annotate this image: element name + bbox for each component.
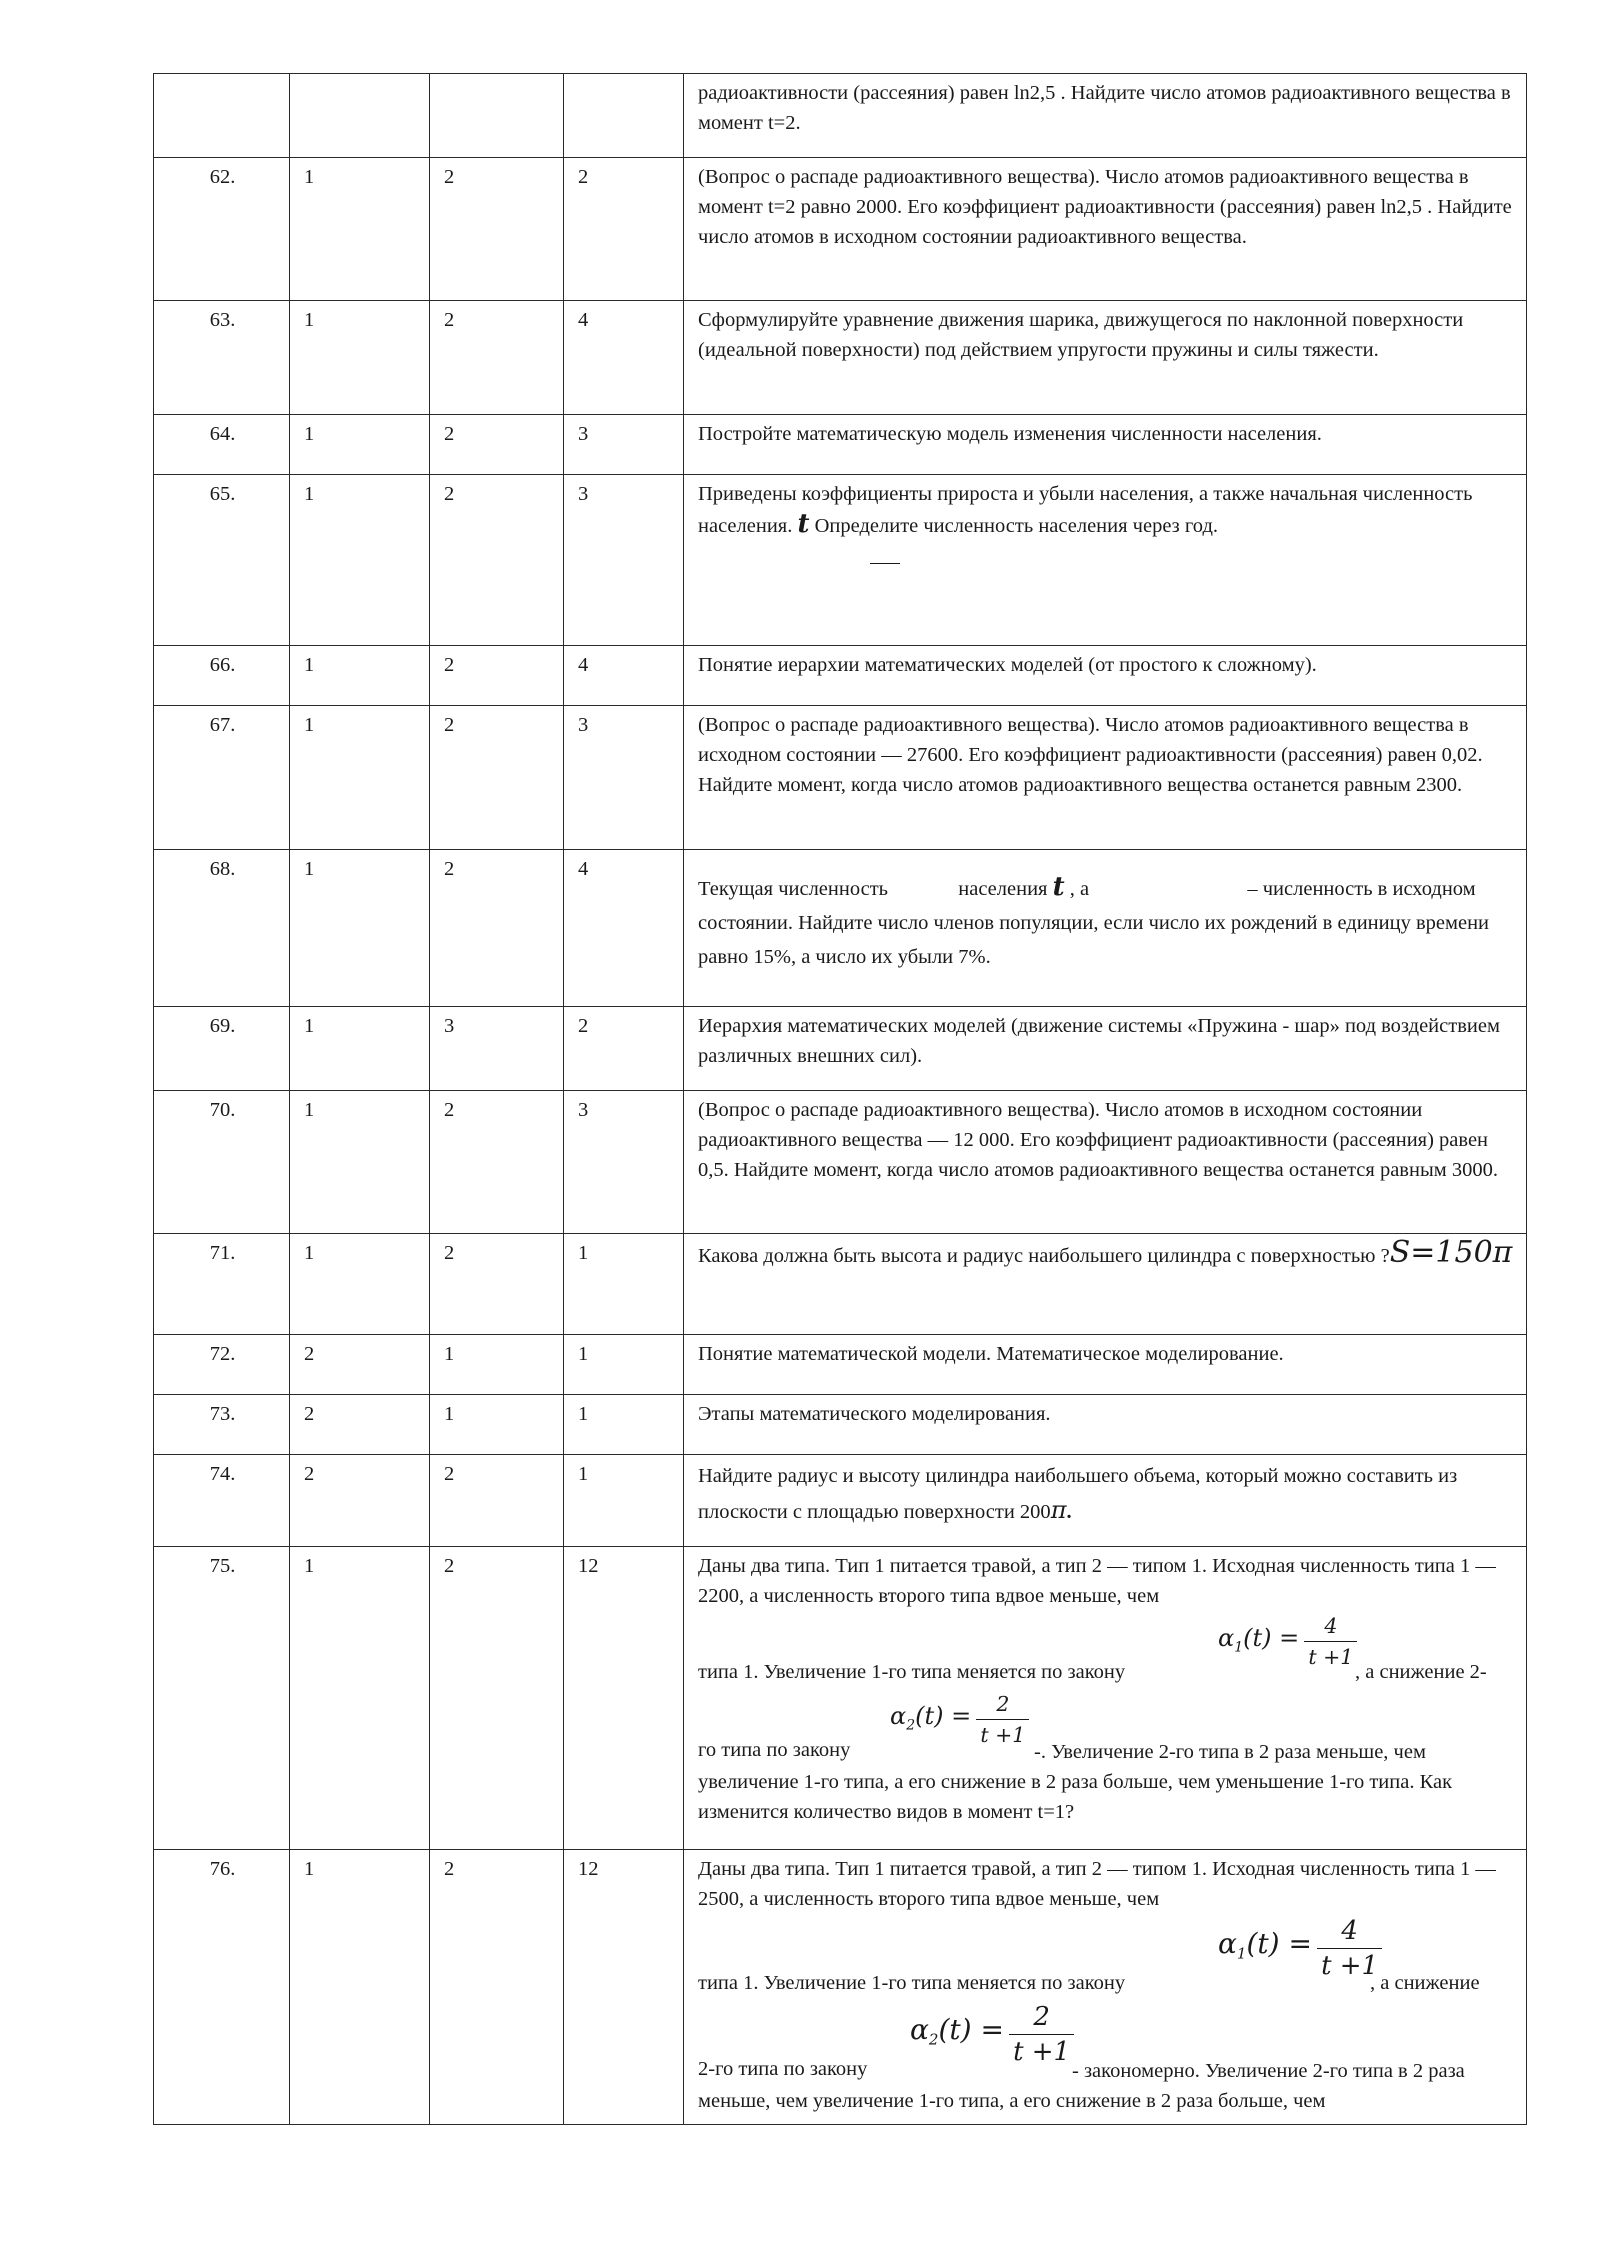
question-text [684, 1234, 1527, 1335]
fraction [1304, 1611, 1357, 1672]
question-number: 66. [154, 646, 290, 706]
alpha1-formula [1218, 1914, 1382, 1983]
cell-col3: 4 [564, 646, 684, 706]
question-text-part: Даны два типа. Тип 1 питается травой, а тип 2 — типом 1. Исходная численность типа 1 — 2500, а численность второго типа вдвое меньше, чем [698, 1858, 1496, 1910]
math-pi: π [1050, 1496, 1067, 1524]
alpha-symbol: α [910, 2013, 929, 2047]
question-text-part: - закономерно. Увеличение 2-го типа в 2 раза меньше, чем увеличение 1-го типа, а его снижение в 2 раза больше, чем [698, 2060, 1465, 2112]
table-row [154, 475, 1527, 646]
numerator: 4 [1304, 1611, 1357, 1642]
math-variable-t: t [797, 509, 810, 539]
numerator: 2 [976, 1689, 1029, 1720]
question-number: 75. [154, 1547, 290, 1850]
question-text-part: Приведены коэффициенты прироста и убыли населения, а также начальная численность населения. [698, 483, 1473, 537]
cell-col1: 1 [290, 301, 430, 415]
numerator: 4 [1317, 1914, 1382, 1949]
table-row [154, 415, 1527, 475]
alpha2-formula [910, 2000, 1074, 2069]
question-text-part: типа 1. Увеличение 1-го типа меняется по закону [698, 1661, 1126, 1683]
question-number: 64. [154, 415, 290, 475]
question-number: 65. [154, 475, 290, 646]
cell-col3: 3 [564, 415, 684, 475]
question-number: 68. [154, 850, 290, 1007]
cell-col3: 1 [564, 1395, 684, 1455]
cell-col1: 1 [290, 1007, 430, 1091]
cell-col1: 1 [290, 646, 430, 706]
question-text: Сформулируйте уравнение движения шарика, движущегося по наклонной поверхности (идеальной поверхности) под действием упругости пружины и силы тяжести. [684, 301, 1527, 415]
question-number: 76. [154, 1850, 290, 2125]
question-number: 63. [154, 301, 290, 415]
table-row [154, 74, 1527, 158]
fraction-bar [870, 563, 900, 578]
cell-col2: 2 [430, 475, 564, 646]
cell-col3: 12 [564, 1850, 684, 2125]
question-text: Постройте математическую модель изменения численности населения. [684, 415, 1527, 475]
question-number: 72. [154, 1335, 290, 1395]
question-text-part: , а [1069, 878, 1090, 900]
subscript: 2 [906, 1717, 916, 1734]
table-row [154, 1455, 1527, 1547]
cell-col1: 1 [290, 415, 430, 475]
formula-line [698, 1914, 1514, 2000]
alpha-symbol: α [1218, 1927, 1237, 1961]
cell-col2: 2 [430, 1234, 564, 1335]
question-text-part: Найдите радиус и высоту цилиндра наибольшего объема, который можно составить из плоскости с площадью поверхности 200 [698, 1465, 1458, 1523]
table-row [154, 1850, 1527, 2125]
fraction [1009, 2000, 1074, 2069]
question-text: (Вопрос о распаде радиоактивного вещества). Число атомов радиоактивного вещества в момент t=2 равно 2000. Его коэффициент радиоактивности (рассеяния) равен ln2,5 . Найдите число атомов в исходном состоянии радиоактивного вещества. [684, 158, 1527, 301]
question-text: Понятие математической модели. Математическое моделирование. [684, 1335, 1527, 1395]
cell-col2: 2 [430, 301, 564, 415]
table-row [154, 1395, 1527, 1455]
cell-col1 [290, 74, 430, 158]
cell-col3: 2 [564, 1007, 684, 1091]
table-row [154, 646, 1527, 706]
cell-col2: 2 [430, 415, 564, 475]
cell-col2: 2 [430, 646, 564, 706]
subscript: 1 [1234, 1639, 1244, 1656]
question-number: 62. [154, 158, 290, 301]
formula-arg: (t) = [938, 2013, 1004, 2047]
denominator: t +1 [1321, 1951, 1379, 1981]
cell-col1: 1 [290, 1547, 430, 1850]
math-formula: S=150π [1389, 1235, 1513, 1270]
cell-col1: 1 [290, 1850, 430, 2125]
table-row [154, 301, 1527, 415]
cell-col1: 1 [290, 1234, 430, 1335]
cell-col3: 2 [564, 158, 684, 301]
question-number: 69. [154, 1007, 290, 1091]
cell-col2: 1 [430, 1395, 564, 1455]
question-text [684, 850, 1527, 1007]
question-text-part: типа 1. Увеличение 1-го типа меняется по закону [698, 1972, 1126, 1994]
alpha-symbol: α [890, 1702, 907, 1731]
question-text: Понятие иерархии математических моделей (от простого к сложному). [684, 646, 1527, 706]
cell-col3: 12 [564, 1547, 684, 1850]
cell-col1: 2 [290, 1335, 430, 1395]
cell-col3: 3 [564, 1091, 684, 1234]
question-text-part: Определите численность населения через год. [814, 515, 1219, 537]
formula-arg: (t) = [1246, 1927, 1312, 1961]
cell-col2: 2 [430, 158, 564, 301]
question-text [684, 1455, 1527, 1547]
question-text-part: , а снижение [1370, 1972, 1480, 1994]
alpha-symbol: α [1218, 1624, 1235, 1653]
subscript: 2 [928, 2030, 939, 2049]
cell-col1: 2 [290, 1395, 430, 1455]
cell-col3: 4 [564, 301, 684, 415]
question-text [684, 475, 1527, 646]
cell-col1: 1 [290, 850, 430, 1007]
cell-col1: 1 [290, 158, 430, 301]
cell-col3: 3 [564, 706, 684, 850]
cell-col1: 2 [290, 1455, 430, 1547]
cell-col3: 1 [564, 1455, 684, 1547]
denominator: t +1 [1308, 1645, 1354, 1669]
question-text: Этапы математического моделирования. [684, 1395, 1527, 1455]
question-text-part: 2-го типа по закону [698, 2058, 868, 2080]
question-text: радиоактивности (рассеяния) равен ln2,5 . Найдите число атомов радиоактивного вещества в момент t=2. [684, 74, 1527, 158]
formula-line [698, 1611, 1514, 1689]
cell-col2: 2 [430, 1455, 564, 1547]
question-text-part: Какова должна быть высота и радиус наибольшего цилиндра с поверхностью ? [698, 1245, 1390, 1267]
cell-col3: 3 [564, 475, 684, 646]
question-text: (Вопрос о распаде радиоактивного вещества). Число атомов радиоактивного вещества в исходном состоянии — 27600. Его коэффициент радиоактивности (рассеяния) равен 0,02. Найдите момент, когда число атомов радиоактивного вещества останется равным 2300. [684, 706, 1527, 850]
question-text-part: Даны два типа. Тип 1 питается травой, а тип 2 — типом 1. Исходная численность типа 1 — 2200, а численность второго типа вдвое меньше, чем [698, 1555, 1496, 1607]
formula-arg: (t) = [1243, 1624, 1300, 1653]
denominator: t +1 [1013, 2037, 1071, 2067]
denominator: t +1 [980, 1723, 1026, 1747]
cell-col1: 1 [290, 1091, 430, 1234]
formula-arg: (t) = [915, 1702, 972, 1731]
question-text: Иерархия математических моделей (движение системы «Пружина - шар» под воздействием различных внешних сил). [684, 1007, 1527, 1091]
question-text-part: . [1066, 1501, 1072, 1523]
table-row [154, 1091, 1527, 1234]
table-row [154, 158, 1527, 301]
cell-col2: 2 [430, 850, 564, 1007]
cell-col2: 2 [430, 1850, 564, 2125]
cell-col3 [564, 74, 684, 158]
question-number: 67. [154, 706, 290, 850]
cell-col2: 1 [430, 1335, 564, 1395]
table-row [154, 1547, 1527, 1850]
question-number: 71. [154, 1234, 290, 1335]
question-text-part: Текущая численность [698, 878, 889, 900]
question-text-part: го типа по закону [698, 1739, 851, 1761]
question-text [684, 1850, 1527, 2125]
question-number [154, 74, 290, 158]
numerator: 2 [1009, 2000, 1074, 2035]
math-variable-t: t [1052, 872, 1065, 902]
alpha1-formula [1218, 1611, 1357, 1672]
formula-line [698, 1689, 1514, 1767]
formula-line [698, 2000, 1514, 2086]
question-text [684, 1547, 1527, 1850]
cell-col3: 1 [564, 1234, 684, 1335]
question-text-part: населения [958, 878, 1048, 900]
cell-col2: 3 [430, 1007, 564, 1091]
subscript: 1 [1236, 1944, 1247, 1963]
questions-table [153, 73, 1527, 2125]
question-text: (Вопрос о распаде радиоактивного вещества). Число атомов в исходном состоянии радиоактивного вещества — 12 000. Его коэффициент радиоактивности (рассеяния) равен 0,5. Найдите момент, когда число атомов радиоактивного вещества останется равным 3000. [684, 1091, 1527, 1234]
question-text-part: – численность в исходном состоянии. Найдите число членов популяции, если число их рождений в единицу времени равно 15%, а число их убыли 7%. [698, 878, 1490, 968]
question-number: 74. [154, 1455, 290, 1547]
question-number: 73. [154, 1395, 290, 1455]
cell-col3: 4 [564, 850, 684, 1007]
cell-col1: 1 [290, 475, 430, 646]
cell-col2 [430, 74, 564, 158]
table-row [154, 850, 1527, 1007]
cell-col2: 2 [430, 1091, 564, 1234]
table-row [154, 706, 1527, 850]
cell-col2: 2 [430, 1547, 564, 1850]
question-text-part: -. Увеличение 2-го типа в 2 раза меньше, чем увеличение 1-го типа, а его снижение в 2 раза больше, чем уменьшение 1-го типа. Как изменится количество видов в момент t=1? [698, 1741, 1453, 1823]
cell-col3: 1 [564, 1335, 684, 1395]
table-row [154, 1007, 1527, 1091]
question-number: 70. [154, 1091, 290, 1234]
cell-col1: 1 [290, 706, 430, 850]
fraction [976, 1689, 1029, 1750]
alpha2-formula [890, 1689, 1029, 1750]
cell-col2: 2 [430, 706, 564, 850]
question-text-part: , а снижение 2- [1355, 1661, 1487, 1683]
table-row [154, 1234, 1527, 1335]
table-row [154, 1335, 1527, 1395]
